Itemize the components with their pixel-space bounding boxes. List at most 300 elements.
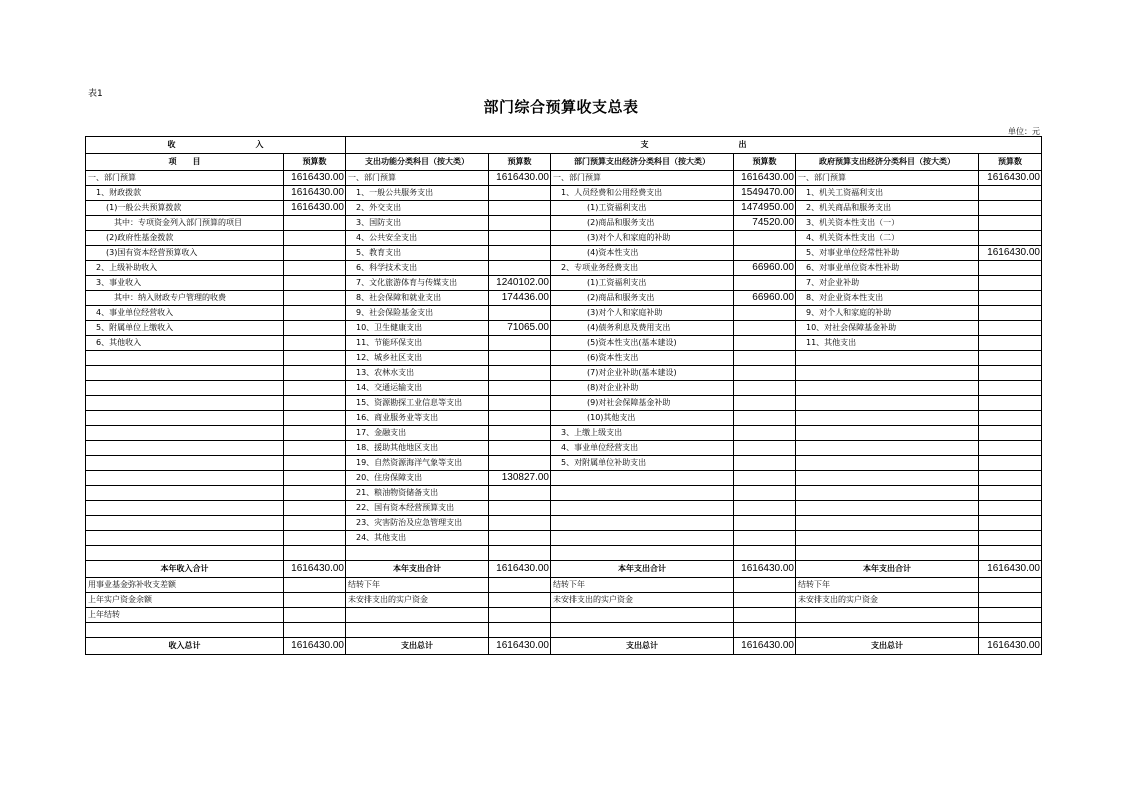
budget-cell xyxy=(284,246,346,261)
item-cell xyxy=(796,396,979,411)
budget-cell: 1549470.00 xyxy=(734,186,796,201)
item-cell xyxy=(796,623,979,638)
budget-cell: 66960.00 xyxy=(734,261,796,276)
table-row xyxy=(86,578,1042,593)
budget-cell xyxy=(734,321,796,336)
budget-cell: 1240102.00 xyxy=(489,276,551,291)
budget-cell xyxy=(734,246,796,261)
item-cell xyxy=(86,396,284,411)
item-cell: 5、对事业单位经常性补助 xyxy=(796,246,979,261)
item-cell: 结转下年 xyxy=(346,578,489,593)
item-cell: 21、粮油物资储备支出 xyxy=(346,486,489,501)
col-func-header: 支出功能分类科目（按大类） xyxy=(346,154,489,171)
grand-total-label-cell: 支出总计 xyxy=(346,638,489,655)
item-cell: 6、科学技术支出 xyxy=(346,261,489,276)
item-cell: 13、农林水支出 xyxy=(346,366,489,381)
item-cell: 其中：专项资金列入部门预算的项目 xyxy=(86,216,284,231)
item-cell: 4、事业单位经营支出 xyxy=(551,441,734,456)
item-cell: 22、国有资本经营预算支出 xyxy=(346,501,489,516)
item-cell: 6、其他收入 xyxy=(86,336,284,351)
table-row xyxy=(86,261,1042,276)
budget-cell xyxy=(284,546,346,561)
table-row xyxy=(86,623,1042,638)
table-row xyxy=(86,486,1042,501)
item-cell: 1、人员经费和公用经费支出 xyxy=(551,186,734,201)
item-cell xyxy=(796,546,979,561)
item-cell: 未安排支出的实户资金 xyxy=(796,593,979,608)
budget-cell xyxy=(979,501,1042,516)
table-row xyxy=(86,531,1042,546)
table-row xyxy=(86,381,1042,396)
item-cell xyxy=(796,608,979,623)
table-row xyxy=(86,396,1042,411)
item-cell: (3)国有资本经营预算收入 xyxy=(86,246,284,261)
budget-cell xyxy=(734,231,796,246)
budget-cell xyxy=(979,201,1042,216)
item-cell: 10、卫生健康支出 xyxy=(346,321,489,336)
item-cell: 未安排支出的实户资金 xyxy=(551,593,734,608)
item-cell: 1、财政拨款 xyxy=(86,186,284,201)
col-gov-econ-header: 政府预算支出经济分类科目（按大类） xyxy=(796,154,979,171)
budget-cell xyxy=(734,381,796,396)
item-cell: 3、上缴上级支出 xyxy=(551,426,734,441)
budget-cell xyxy=(734,411,796,426)
table-row xyxy=(86,246,1042,261)
table-row xyxy=(86,201,1042,216)
budget-cell xyxy=(734,426,796,441)
budget-cell xyxy=(489,411,551,426)
item-cell xyxy=(551,608,734,623)
item-cell xyxy=(796,456,979,471)
item-cell: 3、机关资本性支出（一） xyxy=(796,216,979,231)
item-cell xyxy=(551,531,734,546)
table-row xyxy=(86,336,1042,351)
table-row xyxy=(86,411,1042,426)
total-label-cell: 本年支出合计 xyxy=(346,561,489,578)
item-cell: 5、对附属单位补助支出 xyxy=(551,456,734,471)
col-budget-header: 预算数 xyxy=(734,154,796,171)
item-cell: 2、专项业务经费支出 xyxy=(551,261,734,276)
table-number: 表1 xyxy=(88,89,103,99)
col-budget-header: 预算数 xyxy=(284,154,346,171)
item-cell: 4、机关资本性支出（二） xyxy=(796,231,979,246)
table-row xyxy=(86,516,1042,531)
item-cell xyxy=(796,501,979,516)
item-cell: 一、部门预算 xyxy=(346,171,489,186)
item-cell xyxy=(346,623,489,638)
budget-cell xyxy=(734,501,796,516)
budget-cell xyxy=(979,441,1042,456)
budget-cell xyxy=(489,608,551,623)
table-row xyxy=(86,456,1042,471)
budget-cell xyxy=(489,531,551,546)
item-cell: 10、对社会保障基金补助 xyxy=(796,321,979,336)
budget-cell xyxy=(979,381,1042,396)
item-cell: (8)对企业补助 xyxy=(551,381,734,396)
budget-cell xyxy=(284,456,346,471)
item-cell xyxy=(86,516,284,531)
item-cell xyxy=(551,486,734,501)
header-row-1 xyxy=(86,137,1042,154)
item-cell xyxy=(796,531,979,546)
item-cell: 17、金融支出 xyxy=(346,426,489,441)
item-cell: 上年结转 xyxy=(86,608,284,623)
budget-cell xyxy=(734,396,796,411)
item-cell: 6、对事业单位资本性补助 xyxy=(796,261,979,276)
budget-cell xyxy=(734,471,796,486)
item-cell: (10)其他支出 xyxy=(551,411,734,426)
budget-cell xyxy=(284,321,346,336)
budget-cell xyxy=(284,306,346,321)
budget-cell xyxy=(979,306,1042,321)
grand-total-label-cell: 支出总计 xyxy=(551,638,734,655)
income-section-header: 收 入 xyxy=(86,137,346,154)
budget-cell: 130827.00 xyxy=(489,471,551,486)
total-label-cell: 本年收入合计 xyxy=(86,561,284,578)
expense-section-header: 支 出 xyxy=(346,137,1042,154)
budget-cell: 1616430.00 xyxy=(734,171,796,186)
item-cell xyxy=(346,546,489,561)
item-cell: 20、住房保障支出 xyxy=(346,471,489,486)
budget-cell xyxy=(979,426,1042,441)
item-cell: 结转下年 xyxy=(551,578,734,593)
table-row xyxy=(86,501,1042,516)
item-cell xyxy=(86,531,284,546)
budget-cell xyxy=(489,366,551,381)
item-cell: (2)商品和服务支出 xyxy=(551,216,734,231)
item-cell: (4)资本性支出 xyxy=(551,246,734,261)
budget-cell xyxy=(489,216,551,231)
budget-cell xyxy=(489,306,551,321)
budget-cell xyxy=(284,411,346,426)
grand-total-row xyxy=(86,638,1042,655)
budget-cell xyxy=(979,366,1042,381)
item-cell xyxy=(551,623,734,638)
item-cell: 7、对企业补助 xyxy=(796,276,979,291)
budget-cell xyxy=(284,276,346,291)
table-row xyxy=(86,441,1042,456)
table-row xyxy=(86,471,1042,486)
table-row xyxy=(86,546,1042,561)
item-cell: 8、对企业资本性支出 xyxy=(796,291,979,306)
item-cell: 14、交通运输支出 xyxy=(346,381,489,396)
item-cell: 11、节能环保支出 xyxy=(346,336,489,351)
budget-cell xyxy=(734,578,796,593)
budget-cell xyxy=(979,231,1042,246)
item-cell: (3)对个人和家庭的补助 xyxy=(551,231,734,246)
budget-cell xyxy=(489,336,551,351)
budget-cell: 174436.00 xyxy=(489,291,551,306)
table-row xyxy=(86,171,1042,186)
item-cell: 结转下年 xyxy=(796,578,979,593)
budget-cell xyxy=(284,623,346,638)
item-cell: (9)对社会保障基金补助 xyxy=(551,396,734,411)
table-row xyxy=(86,291,1042,306)
item-cell xyxy=(86,426,284,441)
budget-cell xyxy=(979,578,1042,593)
item-cell: (2)商品和服务支出 xyxy=(551,291,734,306)
item-cell: 15、资源勘探工业信息等支出 xyxy=(346,396,489,411)
grand-total-value-cell: 1616430.00 xyxy=(489,638,551,655)
budget-cell xyxy=(979,291,1042,306)
budget-cell xyxy=(284,381,346,396)
item-cell xyxy=(796,351,979,366)
item-cell xyxy=(86,366,284,381)
item-cell: 18、援助其他地区支出 xyxy=(346,441,489,456)
budget-cell xyxy=(979,276,1042,291)
grand-total-value-cell: 1616430.00 xyxy=(979,638,1042,655)
table-row xyxy=(86,306,1042,321)
budget-cell xyxy=(734,306,796,321)
budget-cell xyxy=(284,396,346,411)
item-cell: 23、灾害防治及应急管理支出 xyxy=(346,516,489,531)
total-label-cell: 本年支出合计 xyxy=(551,561,734,578)
col-budget-header: 预算数 xyxy=(979,154,1042,171)
item-cell: 4、事业单位经营收入 xyxy=(86,306,284,321)
budget-cell xyxy=(489,456,551,471)
table-row xyxy=(86,276,1042,291)
budget-cell xyxy=(489,201,551,216)
item-cell xyxy=(551,501,734,516)
item-cell: 8、社会保障和就业支出 xyxy=(346,291,489,306)
budget-cell xyxy=(734,516,796,531)
item-cell xyxy=(551,546,734,561)
budget-cell xyxy=(979,261,1042,276)
budget-cell xyxy=(284,593,346,608)
item-cell xyxy=(86,471,284,486)
budget-cell xyxy=(979,608,1042,623)
item-cell xyxy=(796,426,979,441)
item-cell: 4、公共安全支出 xyxy=(346,231,489,246)
budget-cell xyxy=(284,578,346,593)
budget-cell xyxy=(284,486,346,501)
budget-cell xyxy=(284,366,346,381)
budget-cell xyxy=(979,471,1042,486)
budget-cell xyxy=(979,456,1042,471)
budget-cell xyxy=(734,441,796,456)
item-cell: 2、上级补助收入 xyxy=(86,261,284,276)
item-cell: 1、一般公共服务支出 xyxy=(346,186,489,201)
item-cell: (1)工资福利支出 xyxy=(551,276,734,291)
item-cell: 2、外交支出 xyxy=(346,201,489,216)
total-value-cell: 1616430.00 xyxy=(489,561,551,578)
item-cell xyxy=(86,411,284,426)
item-cell: 11、其他支出 xyxy=(796,336,979,351)
grand-total-label-cell: 支出总计 xyxy=(796,638,979,655)
item-cell: 12、城乡社区支出 xyxy=(346,351,489,366)
budget-cell xyxy=(489,441,551,456)
budget-cell xyxy=(734,351,796,366)
item-cell xyxy=(551,516,734,531)
item-cell: 用事业基金弥补收支差额 xyxy=(86,578,284,593)
budget-cell: 71065.00 xyxy=(489,321,551,336)
budget-cell xyxy=(979,486,1042,501)
total-value-cell: 1616430.00 xyxy=(979,561,1042,578)
budget-cell: 1616430.00 xyxy=(284,201,346,216)
budget-cell xyxy=(489,351,551,366)
item-cell: 一、部门预算 xyxy=(551,171,734,186)
item-cell: (7)对企业补助(基本建设) xyxy=(551,366,734,381)
item-cell xyxy=(86,486,284,501)
item-cell xyxy=(86,623,284,638)
budget-cell xyxy=(979,396,1042,411)
budget-cell xyxy=(489,246,551,261)
budget-cell xyxy=(284,471,346,486)
budget-cell xyxy=(979,531,1042,546)
item-cell xyxy=(796,516,979,531)
item-cell xyxy=(86,501,284,516)
table-row xyxy=(86,608,1042,623)
budget-cell xyxy=(284,336,346,351)
item-cell: (5)资本性支出(基本建设) xyxy=(551,336,734,351)
budget-cell xyxy=(734,276,796,291)
item-cell: (3)对个人和家庭补助 xyxy=(551,306,734,321)
grand-total-value-cell: 1616430.00 xyxy=(284,638,346,655)
item-cell xyxy=(346,608,489,623)
page-title: 部门综合预算收支总表 xyxy=(483,98,639,116)
budget-cell xyxy=(734,456,796,471)
item-cell: 一、部门预算 xyxy=(796,171,979,186)
budget-cell xyxy=(284,608,346,623)
budget-cell xyxy=(489,261,551,276)
budget-cell: 74520.00 xyxy=(734,216,796,231)
budget-cell xyxy=(284,531,346,546)
item-cell xyxy=(86,381,284,396)
item-cell: 3、事业收入 xyxy=(86,276,284,291)
budget-cell xyxy=(979,336,1042,351)
budget-cell xyxy=(284,426,346,441)
item-cell: 7、文化旅游体育与传媒支出 xyxy=(346,276,489,291)
budget-cell xyxy=(489,593,551,608)
budget-cell xyxy=(284,291,346,306)
budget-cell xyxy=(489,381,551,396)
item-cell: 3、国防支出 xyxy=(346,216,489,231)
budget-cell xyxy=(734,546,796,561)
budget-cell xyxy=(284,351,346,366)
item-cell: (2)政府性基金拨款 xyxy=(86,231,284,246)
item-cell: 9、社会保险基金支出 xyxy=(346,306,489,321)
budget-cell xyxy=(979,216,1042,231)
item-cell xyxy=(796,381,979,396)
item-cell: (1)一般公共预算拨款 xyxy=(86,201,284,216)
budget-cell xyxy=(284,501,346,516)
item-cell: 其中：纳入财政专户管理的收费 xyxy=(86,291,284,306)
budget-cell xyxy=(489,516,551,531)
col-dept-econ-header: 部门预算支出经济分类科目（按大类） xyxy=(551,154,734,171)
grand-total-label-cell: 收入总计 xyxy=(86,638,284,655)
item-cell: 上年实户资金余额 xyxy=(86,593,284,608)
budget-cell xyxy=(284,516,346,531)
budget-cell: 1616430.00 xyxy=(979,246,1042,261)
item-cell: 一、部门预算 xyxy=(86,171,284,186)
table-row xyxy=(86,231,1042,246)
item-cell: 1、机关工资福利支出 xyxy=(796,186,979,201)
budget-cell xyxy=(979,546,1042,561)
header-row-2 xyxy=(86,154,1042,171)
budget-cell: 1616430.00 xyxy=(284,171,346,186)
table-row xyxy=(86,216,1042,231)
item-cell xyxy=(796,471,979,486)
budget-cell xyxy=(284,261,346,276)
total-label-cell: 本年支出合计 xyxy=(796,561,979,578)
budget-cell xyxy=(979,593,1042,608)
item-cell: 24、其他支出 xyxy=(346,531,489,546)
budget-cell xyxy=(734,486,796,501)
budget-cell xyxy=(979,186,1042,201)
table-row xyxy=(86,366,1042,381)
col-budget-header: 预算数 xyxy=(489,154,551,171)
budget-cell xyxy=(489,546,551,561)
budget-cell: 1616430.00 xyxy=(284,186,346,201)
budget-cell xyxy=(489,578,551,593)
item-cell: 5、教育支出 xyxy=(346,246,489,261)
budget-cell xyxy=(734,593,796,608)
budget-cell xyxy=(734,623,796,638)
budget-cell xyxy=(979,321,1042,336)
year-total-row xyxy=(86,561,1042,578)
total-value-cell: 1616430.00 xyxy=(284,561,346,578)
item-cell: 9、对个人和家庭的补助 xyxy=(796,306,979,321)
budget-cell xyxy=(489,426,551,441)
item-cell xyxy=(86,351,284,366)
budget-cell xyxy=(734,608,796,623)
budget-cell: 1616430.00 xyxy=(979,171,1042,186)
table-row xyxy=(86,593,1042,608)
item-cell xyxy=(86,546,284,561)
budget-cell xyxy=(979,411,1042,426)
item-cell: 2、机关商品和服务支出 xyxy=(796,201,979,216)
budget-cell: 1474950.00 xyxy=(734,201,796,216)
item-cell xyxy=(86,456,284,471)
table-row xyxy=(86,321,1042,336)
grand-total-value-cell: 1616430.00 xyxy=(734,638,796,655)
table-row xyxy=(86,186,1042,201)
budget-cell xyxy=(489,486,551,501)
budget-cell xyxy=(979,623,1042,638)
item-cell: (4)债务利息及费用支出 xyxy=(551,321,734,336)
total-value-cell: 1616430.00 xyxy=(734,561,796,578)
budget-summary-table xyxy=(85,136,1042,655)
budget-cell xyxy=(979,351,1042,366)
item-cell: 未安排支出的实户资金 xyxy=(346,593,489,608)
budget-cell xyxy=(284,441,346,456)
item-cell: 5、附属单位上缴收入 xyxy=(86,321,284,336)
budget-cell xyxy=(284,231,346,246)
budget-cell xyxy=(489,501,551,516)
item-cell: 16、商业服务业等支出 xyxy=(346,411,489,426)
table-row xyxy=(86,351,1042,366)
item-cell xyxy=(796,486,979,501)
item-cell xyxy=(551,471,734,486)
item-cell xyxy=(796,366,979,381)
item-cell: 19、自然资源海洋气象等支出 xyxy=(346,456,489,471)
budget-cell: 66960.00 xyxy=(734,291,796,306)
item-cell xyxy=(86,441,284,456)
item-cell: (1)工资福利支出 xyxy=(551,201,734,216)
budget-cell xyxy=(489,623,551,638)
budget-cell xyxy=(734,366,796,381)
budget-cell xyxy=(489,396,551,411)
budget-cell xyxy=(489,186,551,201)
budget-cell: 1616430.00 xyxy=(489,171,551,186)
budget-cell xyxy=(734,336,796,351)
col-item-header: 项 目 xyxy=(86,154,284,171)
item-cell: (6)资本性支出 xyxy=(551,351,734,366)
budget-cell xyxy=(979,516,1042,531)
budget-cell xyxy=(734,531,796,546)
item-cell xyxy=(796,441,979,456)
unit-label: 单位：元 xyxy=(1008,127,1040,136)
